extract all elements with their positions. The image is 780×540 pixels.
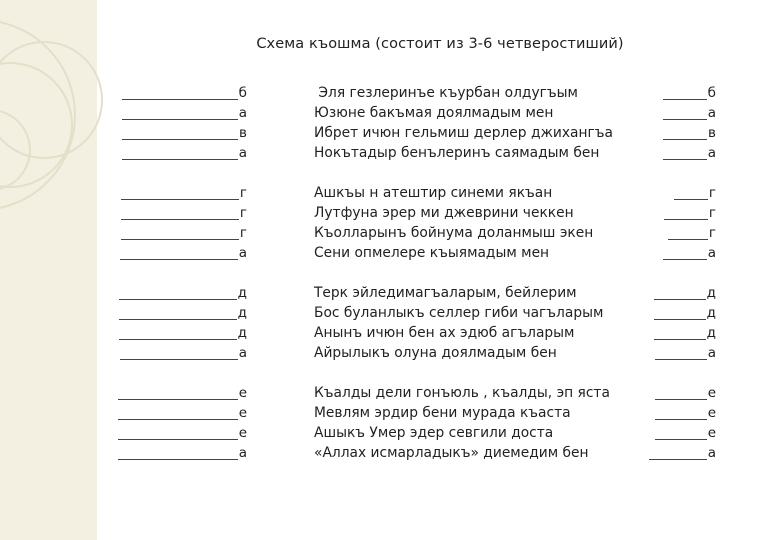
poem-line: Сени опмелере къыямадым мен (314, 245, 550, 261)
scheme-line: е (626, 423, 716, 443)
scheme-line: а (626, 443, 716, 463)
poem-line: Мевлям эрдир бени мурада къаста (314, 405, 571, 421)
poem-line: Эля гезлеринъе къурбан олдугъым (314, 85, 578, 101)
scheme-line: а (626, 143, 716, 163)
right-rhyme-scheme (626, 83, 716, 163)
scheme-line: г (626, 183, 716, 203)
scheme-line: е (107, 423, 247, 443)
scheme-line: е (107, 403, 247, 423)
poem-line: Къолларынъ бойнума доланмыш экен (314, 225, 594, 241)
scheme-line: д (626, 303, 716, 323)
scheme-line: г (626, 203, 716, 223)
scheme-line: а (107, 103, 247, 123)
scheme-line: е (626, 383, 716, 403)
page-title: Схема къошма (состоит из 3-6 четверостиший) (256, 36, 624, 52)
right-rhyme-scheme (626, 283, 716, 363)
scheme-line: а (107, 443, 247, 463)
poem-stanza-text (314, 183, 624, 263)
scheme-line: а (107, 243, 247, 263)
scheme-line: а (107, 343, 247, 363)
poem-line: Анынъ ичюн бен ах эдюб агъларым (314, 325, 575, 341)
poem-line: Нокътадыр бенълеринъ саямадым бен (314, 145, 600, 161)
scheme-line: а (626, 103, 716, 123)
scheme-line: е (107, 383, 247, 403)
stanza (0, 283, 780, 367)
poem-line: Къалды дели гонъюль , къалды, эп яста (314, 385, 610, 401)
scheme-line: д (626, 283, 716, 303)
poem-line: Бос буланлыкъ селлер гиби чагъларым (314, 305, 604, 321)
scheme-line: г (107, 203, 247, 223)
stanza (0, 83, 780, 167)
left-rhyme-scheme (107, 383, 247, 463)
left-rhyme-scheme (107, 183, 247, 263)
scheme-line: а (626, 343, 716, 363)
scheme-line: д (107, 323, 247, 343)
scheme-line: б (626, 83, 716, 103)
poem-line: Лутфуна эрер ми джеврини чеккен (314, 205, 574, 221)
scheme-line: в (107, 123, 247, 143)
scheme-line: б (107, 83, 247, 103)
scheme-line: е (626, 403, 716, 423)
right-rhyme-scheme (626, 183, 716, 263)
poem-line: Ибрет ичюн гельмиш дерлер джихангъа (314, 125, 613, 141)
poem-line: Айрылыкъ олуна доялмадым бен (314, 345, 557, 361)
scheme-line: д (107, 303, 247, 323)
poem-line: Юзюне бакъмая доялмадым мен (314, 105, 554, 121)
poem-line: Терк эйледимагъаларым, бейлерим (314, 285, 577, 301)
scheme-line: в (626, 123, 716, 143)
poem-line: Ашкъы н атештир синеми якъан (314, 185, 553, 201)
stanza (0, 183, 780, 267)
scheme-line: г (107, 183, 247, 203)
left-rhyme-scheme (107, 83, 247, 163)
scheme-line: д (626, 323, 716, 343)
poem-stanza-text (314, 83, 624, 163)
poem-line: «Аллах исмарладыкъ» диемедим бен (314, 445, 589, 461)
stanza (0, 383, 780, 467)
left-rhyme-scheme (107, 283, 247, 363)
poem-line: Ашыкъ Умер эдер севгили доста (314, 425, 554, 441)
scheme-line: г (107, 223, 247, 243)
scheme-line: а (107, 143, 247, 163)
poem-stanza-text (314, 383, 624, 463)
scheme-line: г (626, 223, 716, 243)
right-rhyme-scheme (626, 383, 716, 463)
poem-stanza-text (314, 283, 624, 363)
scheme-line: д (107, 283, 247, 303)
scheme-line: а (626, 243, 716, 263)
